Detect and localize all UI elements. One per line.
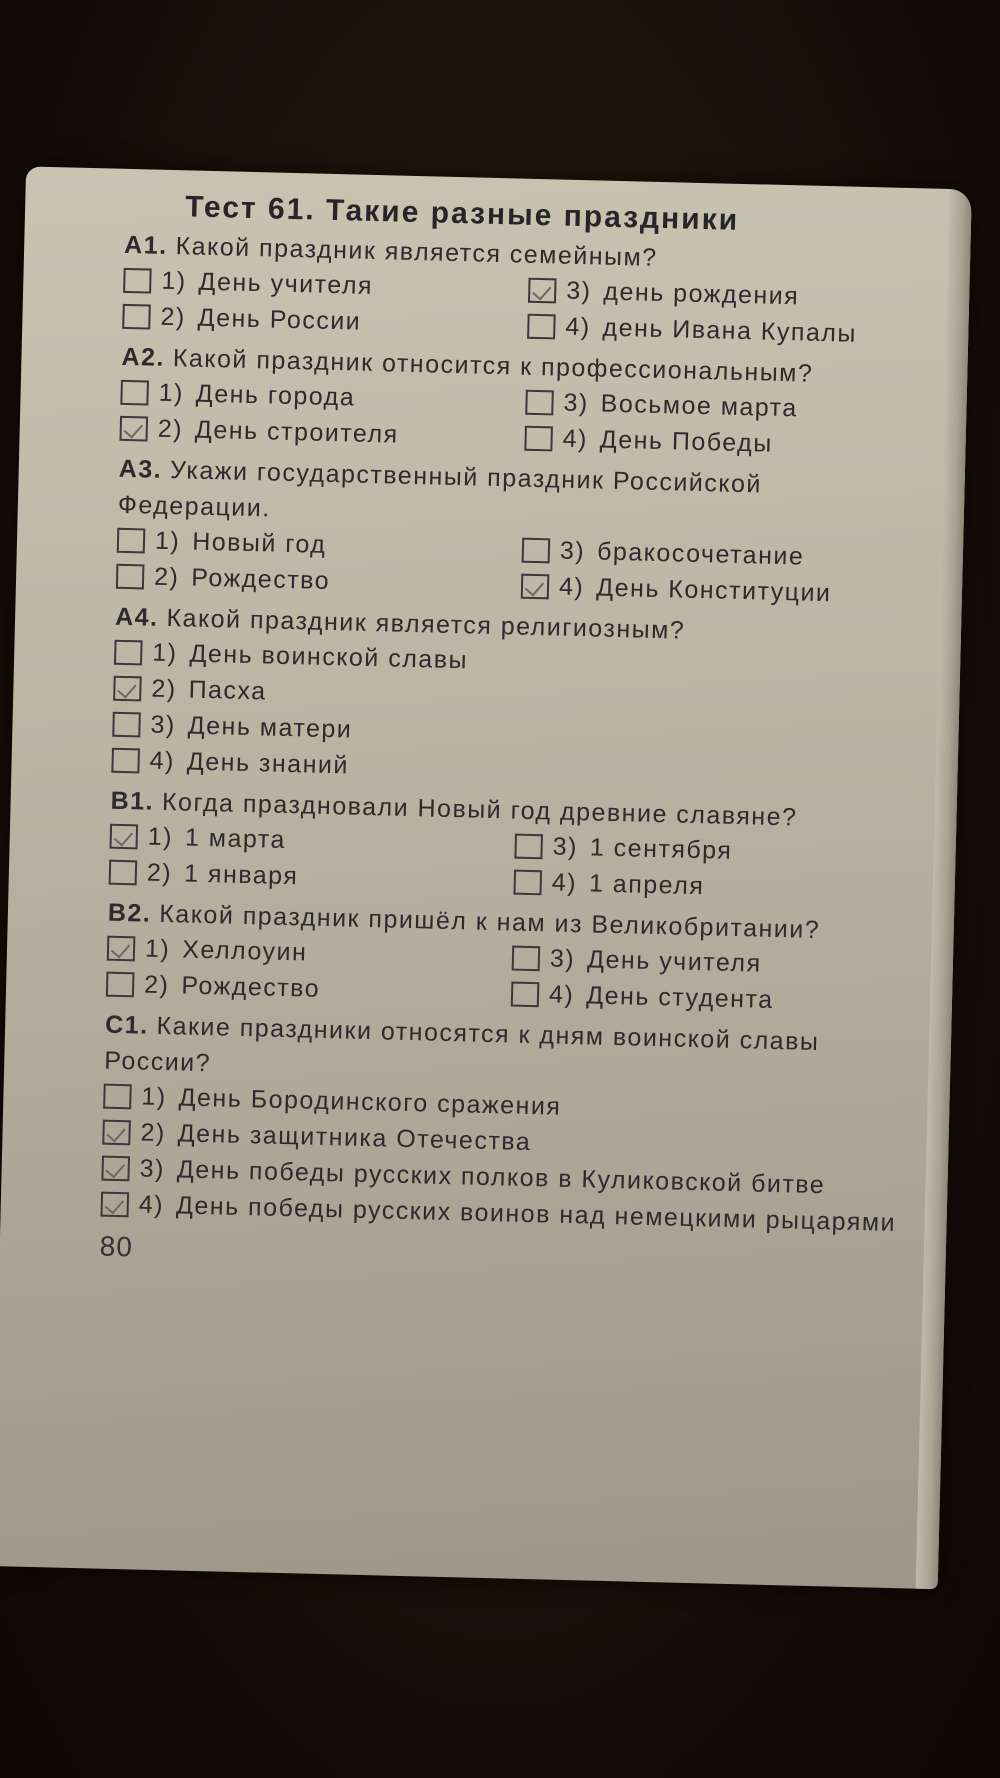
option-number: 1) xyxy=(147,822,174,852)
empty-checkbox[interactable] xyxy=(513,870,542,896)
option-number: 1) xyxy=(144,934,171,964)
question-label: А1. xyxy=(123,230,168,260)
option-text: бракосочетание xyxy=(596,537,805,571)
option-text: День победы русских воинов над немецкими рыцарями xyxy=(175,1191,897,1238)
empty-checkbox[interactable] xyxy=(525,390,554,416)
question-5 xyxy=(108,783,910,911)
option-number: 2) xyxy=(151,674,177,704)
empty-checkbox[interactable] xyxy=(120,380,149,406)
option-text: День студента xyxy=(585,981,774,1014)
option-text: День России xyxy=(197,303,362,336)
question-6 xyxy=(106,895,908,1023)
option-text: День знаний xyxy=(186,747,350,780)
option-text: 1 марта xyxy=(184,823,287,854)
option-text: день Ивана Купалы xyxy=(602,313,858,348)
option-text: 1 сентября xyxy=(589,833,733,865)
option-number: 1) xyxy=(141,1082,168,1112)
option-text: Хеллоуин xyxy=(181,935,308,967)
questions-list xyxy=(100,227,924,1242)
empty-checkbox[interactable] xyxy=(512,946,541,972)
option-number: 3) xyxy=(139,1154,166,1184)
empty-checkbox[interactable] xyxy=(522,538,551,564)
option-text: День воинской славы xyxy=(189,639,469,675)
option-text: Новый год xyxy=(191,527,327,559)
option-text: Рождество xyxy=(181,971,321,1003)
test-title: Тест 61. Такие разные праздники xyxy=(184,190,740,237)
empty-checkbox[interactable] xyxy=(122,304,151,330)
option-number: 4) xyxy=(558,572,585,602)
question-label: В1. xyxy=(110,786,155,816)
option-number: 3) xyxy=(549,944,576,974)
question-prompt: Какой праздник является религиозным? xyxy=(166,604,686,645)
checked-checkbox[interactable] xyxy=(521,574,550,600)
option-text: Пасха xyxy=(188,675,267,706)
empty-checkbox[interactable] xyxy=(109,860,138,886)
option-number: 4) xyxy=(565,312,591,342)
option-number: 3) xyxy=(150,710,177,740)
option-text: день рождения xyxy=(603,277,800,311)
empty-checkbox[interactable] xyxy=(527,314,556,340)
empty-checkbox[interactable] xyxy=(116,564,145,590)
option-number: 3) xyxy=(559,536,586,566)
empty-checkbox[interactable] xyxy=(112,712,141,738)
question-label: А2. xyxy=(121,342,166,372)
option-number: 4) xyxy=(149,746,176,776)
checked-checkbox[interactable] xyxy=(119,416,148,442)
empty-checkbox[interactable] xyxy=(123,268,152,294)
checked-checkbox[interactable] xyxy=(109,824,138,850)
option-number: 1) xyxy=(161,266,187,296)
option-text: День города xyxy=(195,379,356,412)
option-number: 3) xyxy=(563,388,590,418)
option-number: 2) xyxy=(157,414,184,444)
options-list xyxy=(100,1079,903,1243)
question-prompt: Какой праздник является семейным? xyxy=(175,232,658,272)
option-number: 1) xyxy=(158,378,185,408)
empty-checkbox[interactable] xyxy=(111,748,140,774)
checked-checkbox[interactable] xyxy=(528,278,557,304)
page-number: 80 xyxy=(99,1230,134,1263)
question-prompt: Какой праздник относится к профессиональным? xyxy=(172,344,814,388)
option-number: 4) xyxy=(551,868,578,898)
question-4 xyxy=(111,599,915,798)
option-text: День Бородинского сражения xyxy=(178,1083,562,1121)
option-text: 1 апреля xyxy=(588,869,705,901)
question-1 xyxy=(122,227,924,355)
question-prompt: Когда праздновали Новый год древние славяне? xyxy=(161,787,798,832)
question-label: С1. xyxy=(104,1010,149,1040)
option-text: День Конституции xyxy=(595,573,832,608)
question-prompt: Какие праздники относятся к дням воинской славы России? xyxy=(103,1011,820,1078)
option-text: День победы русских полков в Куликовской битве xyxy=(176,1155,826,1200)
question-prompt: Укажи государственный праздник Российской Федерации. xyxy=(117,456,763,523)
question-label: В2. xyxy=(107,898,152,928)
question-label: А4. xyxy=(114,602,159,632)
option-number: 2) xyxy=(140,1118,167,1148)
option-text: Рождество xyxy=(191,563,331,595)
option-number: 2) xyxy=(153,562,180,592)
option-text: День защитника Отечества xyxy=(177,1119,532,1157)
empty-checkbox[interactable] xyxy=(114,640,143,666)
option-number: 4) xyxy=(562,424,589,454)
option-text: День Победы xyxy=(599,425,774,458)
option-text: День строителя xyxy=(194,415,399,449)
option-number: 2) xyxy=(146,858,173,888)
option-number: 4) xyxy=(548,980,575,1010)
option-number: 2) xyxy=(143,970,170,1000)
page-content xyxy=(99,189,925,1282)
option-number: 3) xyxy=(552,832,579,862)
checked-checkbox[interactable] xyxy=(107,936,136,962)
option-text: День учителя xyxy=(198,267,374,300)
option-number: 3) xyxy=(565,276,592,306)
checked-checkbox[interactable] xyxy=(102,1120,131,1146)
option-text: День учителя xyxy=(586,945,762,978)
question-prompt: Какой праздник пришёл к нам из Великобритании? xyxy=(158,899,821,945)
empty-checkbox[interactable] xyxy=(103,1084,132,1110)
empty-checkbox[interactable] xyxy=(514,834,543,860)
question-label: А3. xyxy=(118,454,163,484)
empty-checkbox[interactable] xyxy=(511,982,540,1008)
page-edge xyxy=(916,189,972,1589)
question-7 xyxy=(100,1007,905,1242)
workbook-page xyxy=(0,166,972,1589)
checked-checkbox[interactable] xyxy=(113,676,142,702)
empty-checkbox[interactable] xyxy=(117,528,146,554)
empty-checkbox[interactable] xyxy=(524,426,553,452)
option-number: 1) xyxy=(154,526,181,556)
option-number: 4) xyxy=(138,1190,165,1220)
checked-checkbox[interactable] xyxy=(101,1192,130,1218)
option-text: Восьмое марта xyxy=(600,389,799,423)
option-number: 1) xyxy=(151,638,178,668)
empty-checkbox[interactable] xyxy=(106,972,135,998)
checked-checkbox[interactable] xyxy=(101,1156,130,1182)
option-number: 2) xyxy=(160,302,187,332)
option-text: День матери xyxy=(187,711,353,744)
option-text: 1 января xyxy=(183,859,299,891)
question-2 xyxy=(119,339,921,467)
question-3 xyxy=(116,451,919,615)
options-list xyxy=(111,635,914,799)
